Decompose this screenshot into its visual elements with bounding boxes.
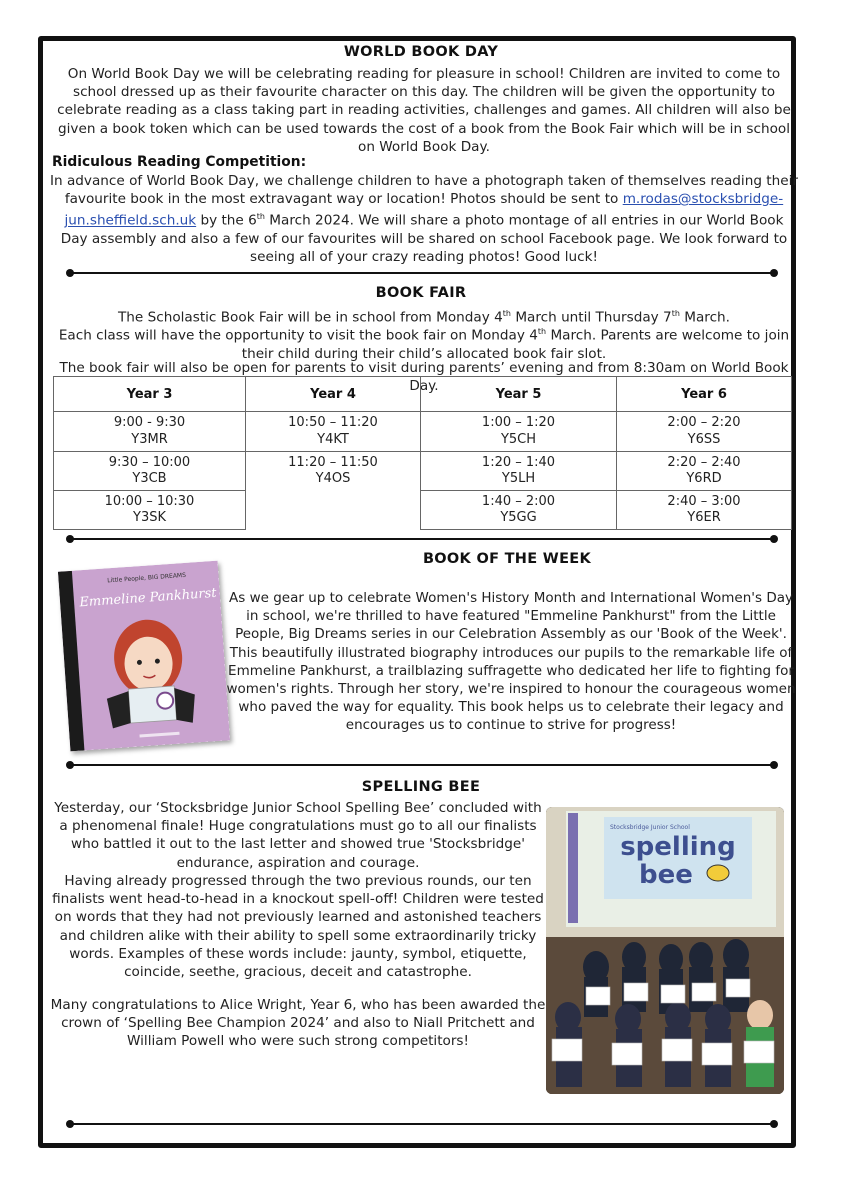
table-cell	[54, 491, 246, 530]
divider-dot	[770, 535, 778, 543]
column-header: Year 6	[617, 377, 792, 412]
slot-class: Y3CB	[132, 471, 167, 486]
slot-class: Y3MR	[131, 431, 168, 447]
table-cell-empty	[246, 491, 421, 530]
screen-school-name: Stocksbridge Junior School	[610, 824, 690, 831]
book-fair-visit	[50, 323, 798, 363]
book-cover-image	[58, 561, 230, 752]
fair-visit-a: Each class will have the opportunity to visit the book fair on Monday 4	[58, 327, 538, 344]
slot-time: 2:40 – 3:00	[667, 493, 741, 509]
spelling-bee-para2: Having already progressed through the two previous rounds, our ten finalists went head-to-head in a knockout spell-off! Children were tested on words that they had not previously learned and astonished teachers and children alike with their ability to spell some extraordinarily tricky words. Examples of these words include: jaunty, symbol, etiquette, coincide, seethe, gracious, deceit and catastrophe.	[52, 873, 544, 981]
table-cell	[421, 412, 617, 452]
spelling-bee-photo-illustration	[546, 807, 784, 1094]
slot-class: Y3SK	[133, 510, 166, 525]
table-cell	[246, 412, 421, 452]
table-cell	[617, 452, 792, 491]
slot-time: 2:20 – 2:40	[667, 454, 741, 470]
slot-time: 1:40 – 2:00	[481, 493, 556, 509]
fair-dates-b: March until Thursday 7	[515, 309, 672, 326]
book-cover-illustration	[58, 561, 230, 752]
divider-dot	[770, 761, 778, 769]
date-suffix: th	[502, 309, 511, 318]
divider-dot	[770, 1120, 778, 1128]
table-cell	[54, 452, 246, 491]
competition-text	[50, 172, 798, 267]
spelling-bee-photo	[546, 807, 784, 1094]
divider-dot	[66, 761, 74, 769]
competition-rest: March 2024. We will share a photo montage of all entries in our World Book Day assembly and also a few of our favourites will be shared on school Facebook page. We look forward to seeing all of your crazy reading photos! Good luck!	[60, 212, 788, 266]
competition-heading: Ridiculous Reading Competition:	[52, 154, 307, 170]
table-row	[54, 491, 792, 530]
fair-visit-b: March. Parents are welcome to join their child during their child’s allocated book fair slot.	[241, 327, 790, 362]
table-cell	[246, 452, 421, 491]
spelling-bee-heading: SPELLING BEE	[361, 779, 481, 795]
divider-dot	[66, 535, 74, 543]
table-cell	[617, 491, 792, 530]
date-suffix: th	[256, 212, 265, 222]
date-suffix: th	[671, 309, 680, 318]
table-row	[54, 412, 792, 452]
divider-dot	[770, 269, 778, 277]
slot-time: 9:30 – 10:00	[108, 454, 191, 470]
section-divider	[70, 1123, 774, 1125]
divider-dot	[66, 1120, 74, 1128]
competition-date: by the 6	[200, 212, 257, 229]
slot-time: 10:00 – 10:30	[104, 493, 195, 509]
book-fair-schedule-table	[53, 376, 792, 530]
slot-class: Y6RD	[686, 471, 722, 486]
screen-title-spelling: spelling	[620, 832, 736, 862]
slot-time: 2:00 – 2:20	[667, 415, 741, 430]
cover-title: Emmeline Pankhurst	[78, 585, 218, 611]
competition-intro: In advance of World Book Day, we challenge children to have a photograph taken of themselves reading their favourite book in the most extravagant way or location! Photos should be sent to	[50, 173, 798, 208]
table-cell	[54, 412, 246, 452]
book-fair-heading: BOOK FAIR	[375, 285, 467, 301]
slot-time: 10:50 – 11:20	[288, 415, 378, 430]
email-link[interactable]: m.rodas@stocksbridge-jun.sheffield.sch.uk	[64, 191, 784, 229]
slot-class: Y4OS	[315, 471, 351, 487]
slot-class: Y5GG	[500, 510, 537, 525]
table-row	[54, 452, 792, 491]
slot-class: Y6ER	[687, 510, 721, 525]
book-of-week-heading: BOOK OF THE WEEK	[422, 551, 592, 567]
slot-class: Y5LH	[501, 471, 536, 486]
world-book-day-text: On World Book Day we will be celebrating reading for pleasure in school! Children are invited to come to school dressed up as their favourite character on this day. The children will be given the opportunity to celebrate reading as a class taking part in reading activities, challenges and games. All children will also be given a book token which can be used towards the cost of a book from the Book Fair which will be in school on World Book Day.	[57, 66, 791, 155]
table-cell	[421, 452, 617, 491]
slot-class: Y5CH	[500, 431, 537, 447]
slot-time: 1:20 – 1:40	[481, 454, 556, 470]
table-cell	[617, 412, 792, 452]
world-book-day-heading: WORLD BOOK DAY	[343, 44, 499, 60]
column-header: Year 4	[246, 377, 421, 412]
slot-time: 9:00 - 9:30	[113, 415, 186, 430]
book-fair-parents: The book fair will also be open for parents to visit during parents’ evening and from 8:30am on World Book Day.	[59, 360, 789, 395]
section-divider	[70, 272, 774, 274]
date-suffix: th	[537, 327, 547, 336]
cover-series: Little People, BIG DREAMS	[107, 571, 187, 585]
slot-class: Y4KT	[317, 431, 349, 447]
column-header: Year 5	[421, 377, 617, 412]
book-of-week-text: As we gear up to celebrate Women's History Month and International Women's Day in school, we're thrilled to have featured "Emmeline Pankhurst" from the Little People, Big Dreams series in our Celebration Assembly as our 'Book of the Week'. This beautifully illustrated biography introduces our pupils to the remarkable life of Emmeline Pankhurst, a trailblazing suffragette who dedicated her life to fighting for women's rights. Through her story, we're inspired to honour the courageous women who paved the way for equality. This book helps us to celebrate their legacy and encourages us to continue to strive for progress!	[226, 590, 796, 734]
divider-dot	[66, 269, 74, 277]
slot-time: 11:20 – 11:50	[288, 454, 378, 470]
section-divider	[70, 764, 774, 766]
fair-dates-a: The Scholastic Book Fair will be in school from Monday 4	[118, 309, 503, 326]
spelling-bee-para3: Many congratulations to Alice Wright, Year 6, who has been awarded the crown of ‘Spelling Bee Champion 2024’ and also to Niall Pritchett and William Powell who were such strong competitors!	[50, 997, 546, 1050]
slot-class: Y6SS	[687, 431, 721, 447]
table-header-row	[54, 377, 792, 412]
fair-dates-c: March.	[684, 309, 730, 326]
slot-time: 1:00 – 1:20	[481, 415, 556, 430]
table-cell	[421, 491, 617, 530]
column-header: Year 3	[54, 377, 246, 412]
spelling-bee-para1: Yesterday, our ‘Stocksbridge Junior School Spelling Bee’ concluded with a phenomenal finale! Huge congratulations must go to all our finalists who battled it out to the last letter and showed true 'Stocksbridge' endurance, aspiration and courage.	[54, 800, 542, 871]
screen-title-bee: bee	[639, 860, 693, 890]
section-divider	[70, 538, 774, 540]
